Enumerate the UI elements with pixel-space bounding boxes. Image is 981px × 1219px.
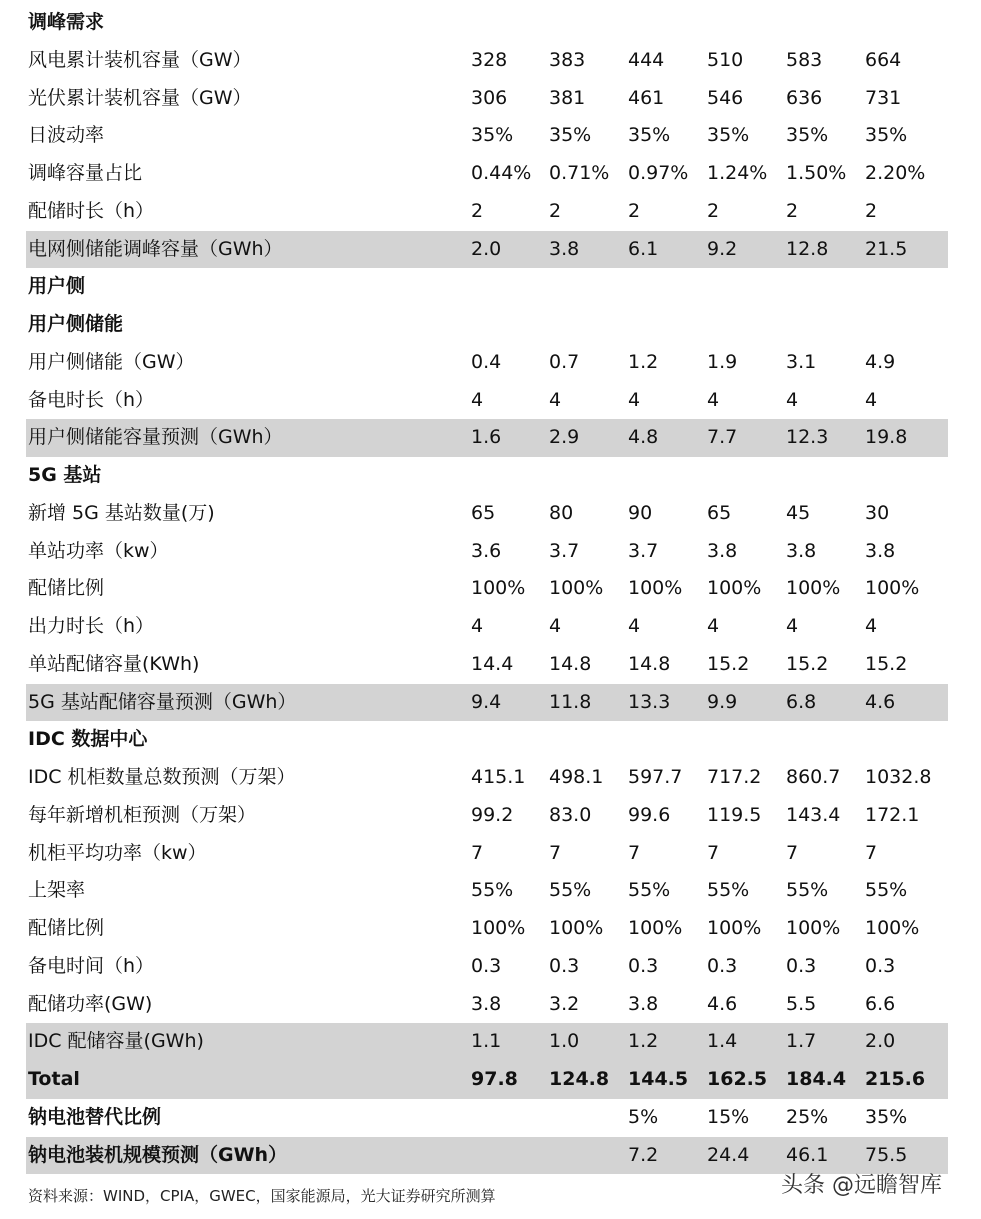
row-value: 860.7 xyxy=(786,766,841,788)
table-row xyxy=(26,4,948,42)
table-row xyxy=(26,759,948,797)
row-value: 215.6 xyxy=(865,1068,926,1090)
row-value: 2 xyxy=(628,199,641,222)
table-row xyxy=(26,684,948,722)
table-row xyxy=(26,910,948,948)
row-value: 1.4 xyxy=(707,1030,738,1053)
row-label: IDC 数据中心 xyxy=(28,728,148,751)
row-value: 0.3 xyxy=(628,954,659,977)
row-label: 钠电池替代比例 xyxy=(28,1105,162,1128)
row-value: 1.1 xyxy=(471,1030,502,1053)
row-value: 7 xyxy=(786,841,799,864)
row-value: 184.4 xyxy=(786,1068,847,1090)
row-value: 4 xyxy=(471,388,484,411)
row-value: 6.1 xyxy=(628,237,659,260)
row-value: 7 xyxy=(549,841,562,864)
table-row xyxy=(26,872,948,910)
watermark: 头条 @远瞻智库 xyxy=(781,1173,942,1198)
row-value: 4 xyxy=(786,388,799,411)
row-value: 5% xyxy=(628,1105,659,1128)
table-row xyxy=(26,268,948,306)
table-row xyxy=(26,986,948,1024)
row-value: 100% xyxy=(549,917,604,939)
row-value: 83.0 xyxy=(549,803,592,826)
row-value: 3.8 xyxy=(628,992,659,1015)
row-label: 每年新增机柜预测（万架） xyxy=(28,803,257,826)
table-row xyxy=(26,835,948,873)
row-value: 55% xyxy=(628,879,671,902)
data-table xyxy=(26,4,948,1174)
row-value: 97.8 xyxy=(471,1068,518,1090)
row-value: 4 xyxy=(549,388,562,411)
row-value: 3.7 xyxy=(549,539,580,562)
row-value: 0.71% xyxy=(549,162,610,184)
row-label: 备电时间（h） xyxy=(28,954,155,977)
row-value: 1.2 xyxy=(628,350,659,373)
row-label: 用户侧储能容量预测（GWh） xyxy=(28,426,283,449)
row-value: 0.97% xyxy=(628,162,689,184)
row-value: 14.8 xyxy=(628,652,671,675)
row-value: 4 xyxy=(628,615,641,637)
row-value: 100% xyxy=(865,917,920,939)
table-row xyxy=(26,646,948,684)
row-value: 0.4 xyxy=(471,350,502,373)
row-label: 新增 5G 基站数量(万) xyxy=(28,501,215,524)
row-label: 配储比例 xyxy=(28,577,105,600)
row-label: 单站功率（kw） xyxy=(28,539,169,562)
row-value: 9.9 xyxy=(707,690,738,713)
row-label: 电网侧储能调峰容量（GWh） xyxy=(28,237,283,260)
row-value: 328 xyxy=(471,48,508,71)
row-value: 24.4 xyxy=(707,1143,750,1166)
row-value: 3.7 xyxy=(628,539,659,562)
table-row xyxy=(26,1023,948,1061)
row-value: 0.44% xyxy=(471,162,532,184)
row-value: 717.2 xyxy=(707,766,762,788)
row-value: 4.9 xyxy=(865,350,896,373)
row-value: 144.5 xyxy=(628,1068,689,1090)
row-value: 100% xyxy=(471,577,526,600)
row-value: 2 xyxy=(549,199,562,222)
row-value: 4 xyxy=(471,615,484,637)
row-value: 6.8 xyxy=(786,690,817,713)
table-row xyxy=(26,570,948,608)
table-row xyxy=(26,608,948,646)
row-label: 5G 基站配储容量预测（GWh） xyxy=(28,690,297,713)
row-value: 162.5 xyxy=(707,1068,768,1090)
row-value: 3.6 xyxy=(471,539,502,562)
row-value: 55% xyxy=(549,879,592,902)
row-value: 1.50% xyxy=(786,162,847,184)
row-value: 25% xyxy=(786,1105,829,1128)
row-value: 46.1 xyxy=(786,1143,829,1166)
row-value: 65 xyxy=(707,501,732,524)
row-value: 4 xyxy=(628,388,641,411)
row-label: 调峰需求 xyxy=(28,11,105,33)
row-value: 415.1 xyxy=(471,766,526,788)
row-value: 306 xyxy=(471,86,508,109)
row-value: 100% xyxy=(707,577,762,600)
row-value: 2 xyxy=(707,199,720,222)
row-value: 1.7 xyxy=(786,1030,817,1053)
row-value: 15.2 xyxy=(707,652,750,675)
row-value: 731 xyxy=(865,86,902,109)
row-value: 4 xyxy=(549,615,562,637)
row-label: 调峰容量占比 xyxy=(28,162,143,184)
table-row xyxy=(26,721,948,759)
row-value: 19.8 xyxy=(865,426,908,449)
row-value: 15.2 xyxy=(786,652,829,675)
row-value: 4 xyxy=(707,388,720,411)
row-label: 钠电池装机规模预测（GWh） xyxy=(28,1143,288,1166)
table-row xyxy=(26,344,948,382)
row-value: 7.7 xyxy=(707,426,738,449)
row-value: 14.8 xyxy=(549,652,592,675)
table-row xyxy=(26,419,948,457)
row-value: 5.5 xyxy=(786,992,817,1015)
row-value: 2.9 xyxy=(549,426,580,449)
row-value: 1.6 xyxy=(471,426,502,449)
row-value: 3.8 xyxy=(707,539,738,562)
row-label: Total xyxy=(28,1068,80,1090)
table-row xyxy=(26,382,948,420)
row-value: 3.8 xyxy=(471,992,502,1015)
row-label: 单站配储容量(KWh) xyxy=(28,652,200,675)
row-value: 100% xyxy=(549,577,604,600)
table-row xyxy=(26,948,948,986)
row-label: 用户侧储能 xyxy=(28,313,124,335)
row-value: 13.3 xyxy=(628,690,671,713)
row-value: 0.3 xyxy=(707,954,738,977)
row-value: 30 xyxy=(865,501,890,524)
row-value: 1032.8 xyxy=(865,766,932,788)
row-value: 65 xyxy=(471,501,496,524)
table-row xyxy=(26,495,948,533)
row-value: 4 xyxy=(865,388,878,411)
row-value: 0.3 xyxy=(549,954,580,977)
row-value: 12.3 xyxy=(786,426,829,449)
table-row xyxy=(26,797,948,835)
row-label: 配储比例 xyxy=(28,917,105,939)
row-label: 上架率 xyxy=(28,879,86,902)
row-value: 119.5 xyxy=(707,803,762,826)
row-value: 124.8 xyxy=(549,1068,610,1090)
row-value: 444 xyxy=(628,48,665,71)
table-row xyxy=(26,80,948,118)
row-value: 172.1 xyxy=(865,803,920,826)
row-value: 100% xyxy=(628,917,683,939)
row-label: 用户侧储能（GW） xyxy=(28,350,195,373)
row-value: 583 xyxy=(786,48,823,71)
row-label: 光伏累计装机容量（GW） xyxy=(28,86,252,109)
row-value: 15% xyxy=(707,1105,750,1128)
row-value: 35% xyxy=(865,124,908,147)
table-row xyxy=(26,193,948,231)
row-value: 3.8 xyxy=(865,539,896,562)
row-value: 12.8 xyxy=(786,237,829,260)
row-value: 597.7 xyxy=(628,766,683,788)
row-value: 6.6 xyxy=(865,992,896,1015)
row-value: 510 xyxy=(707,48,744,71)
row-label: 5G 基站 xyxy=(28,464,102,486)
row-label: 风电累计装机容量（GW） xyxy=(28,48,252,71)
row-value: 383 xyxy=(549,48,586,71)
row-value: 99.2 xyxy=(471,803,514,826)
row-value: 35% xyxy=(865,1105,908,1128)
row-value: 7 xyxy=(471,841,484,864)
row-value: 100% xyxy=(628,577,683,600)
row-value: 461 xyxy=(628,86,665,109)
row-label: IDC 机柜数量总数预测（万架） xyxy=(28,766,296,788)
row-value: 0.3 xyxy=(865,954,896,977)
row-value: 21.5 xyxy=(865,237,908,260)
row-label: IDC 配储容量(GWh) xyxy=(28,1030,204,1053)
row-value: 498.1 xyxy=(549,766,604,788)
row-value: 15.2 xyxy=(865,652,908,675)
row-value: 100% xyxy=(707,917,762,939)
row-value: 99.6 xyxy=(628,803,671,826)
row-value: 55% xyxy=(471,879,514,902)
row-value: 2.20% xyxy=(865,162,926,184)
table-row xyxy=(26,155,948,193)
row-value: 7 xyxy=(865,841,878,864)
row-value: 1.2 xyxy=(628,1030,659,1053)
row-label: 用户侧 xyxy=(28,275,86,298)
row-value: 636 xyxy=(786,86,823,109)
row-value: 55% xyxy=(865,879,908,902)
row-value: 9.4 xyxy=(471,690,502,713)
row-value: 4.6 xyxy=(865,690,896,713)
table-row xyxy=(26,457,948,495)
row-value: 45 xyxy=(786,501,811,524)
row-label: 机柜平均功率（kw） xyxy=(28,841,207,864)
row-value: 2 xyxy=(471,199,484,222)
row-value: 35% xyxy=(471,124,514,147)
row-value: 11.8 xyxy=(549,690,592,713)
row-value: 4.8 xyxy=(628,426,659,449)
source-note: 资料来源：WIND，CPIA，GWEC，国家能源局，光大证券研究所测算 xyxy=(28,1187,496,1205)
row-value: 3.8 xyxy=(786,539,817,562)
row-value: 7 xyxy=(628,841,641,864)
row-value: 143.4 xyxy=(786,803,841,826)
row-value: 7 xyxy=(707,841,720,864)
row-value: 1.0 xyxy=(549,1030,580,1053)
row-value: 1.24% xyxy=(707,162,768,184)
row-value: 55% xyxy=(786,879,829,902)
row-value: 2 xyxy=(865,199,878,222)
row-value: 1.9 xyxy=(707,350,738,373)
row-value: 100% xyxy=(865,577,920,600)
table-row xyxy=(26,306,948,344)
row-value: 2.0 xyxy=(865,1030,896,1053)
row-value: 100% xyxy=(786,917,841,939)
row-value: 2.0 xyxy=(471,237,502,260)
row-value: 4 xyxy=(707,615,720,637)
row-value: 80 xyxy=(549,501,574,524)
row-value: 100% xyxy=(471,917,526,939)
row-label: 配储时长（h） xyxy=(28,199,155,222)
row-value: 75.5 xyxy=(865,1143,908,1166)
row-value: 381 xyxy=(549,86,586,109)
row-label: 出力时长（h） xyxy=(28,615,155,637)
row-value: 0.3 xyxy=(471,954,502,977)
row-value: 3.2 xyxy=(549,992,580,1015)
row-value: 4 xyxy=(786,615,799,637)
table-row xyxy=(26,1099,948,1137)
row-value: 546 xyxy=(707,86,744,109)
table-row xyxy=(26,117,948,155)
row-label: 配储功率(GW) xyxy=(28,992,153,1015)
row-value: 0.7 xyxy=(549,350,580,373)
table-row xyxy=(26,533,948,571)
row-value: 3.8 xyxy=(549,237,580,260)
row-value: 4 xyxy=(865,615,878,637)
row-value: 100% xyxy=(786,577,841,600)
row-label: 备电时长（h） xyxy=(28,388,155,411)
table-row xyxy=(26,231,948,269)
row-value: 35% xyxy=(628,124,671,147)
row-value: 14.4 xyxy=(471,652,514,675)
row-label: 日波动率 xyxy=(28,124,105,147)
row-value: 35% xyxy=(786,124,829,147)
row-value: 3.1 xyxy=(786,350,817,373)
row-value: 35% xyxy=(549,124,592,147)
row-value: 2 xyxy=(786,199,799,222)
row-value: 9.2 xyxy=(707,237,738,260)
row-value: 7.2 xyxy=(628,1143,659,1166)
row-value: 4.6 xyxy=(707,992,738,1015)
table-row xyxy=(26,1061,948,1099)
row-value: 0.3 xyxy=(786,954,817,977)
table-row xyxy=(26,42,948,80)
row-value: 664 xyxy=(865,48,902,71)
row-value: 90 xyxy=(628,501,653,524)
row-value: 35% xyxy=(707,124,750,147)
row-value: 55% xyxy=(707,879,750,902)
